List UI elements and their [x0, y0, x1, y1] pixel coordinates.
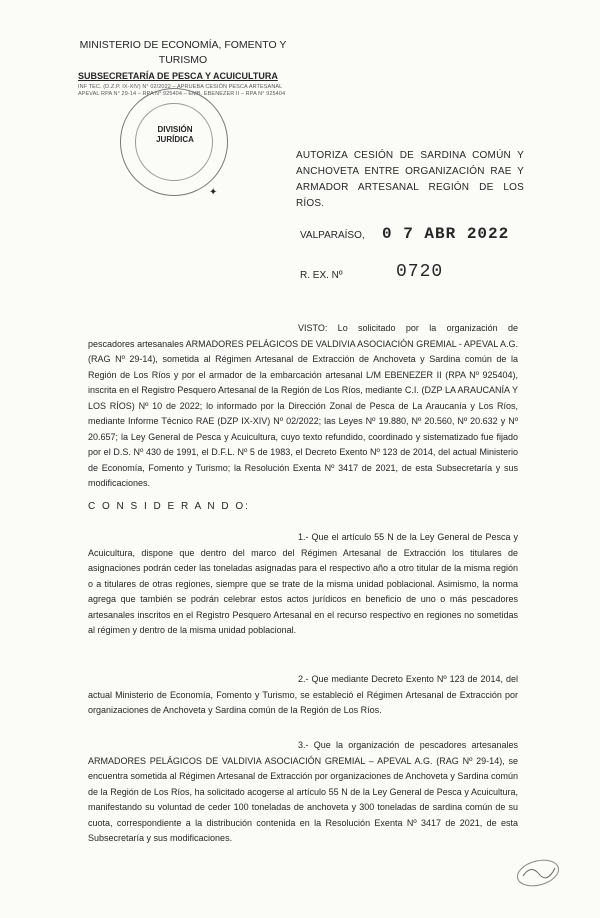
ministry-name-line2: TURISMO — [158, 54, 208, 66]
date-stamp: 0 7 ABR 2022 — [382, 225, 510, 243]
rex-number-stamp: 0720 — [396, 262, 444, 282]
seal-label — [121, 125, 229, 145]
rex-label: R. EX. Nº — [300, 270, 343, 281]
considerando-paragraph-2: 2.- Que mediante Decreto Exento Nº 123 de 2014, del actual Ministerio de Economía, Fomento y Turismo, se estableció el Régimen Artesanal de Extracción por organizaciones de Anchoveta y Sardina común de la Región de Los Ríos. — [88, 674, 518, 715]
considerando-paragraph-3: 3.- Que la organización de pescadores artesanales ARMADORES PELÁGICOS DE VALDIVIA ASOCIACIÓN GREMIAL – APEVAL A.G. (RAG Nº 29-14), se encuentra sometida al Régimen Artesanal de Extracción por organizaciones de Anchoveta y Sardina común de la Región de Los Ríos, ha solicitado acogerse al artículo 55 N de la Ley General de Pesca y Acuicultura, manifestando su voluntad de ceder 100 toneladas de anchoveta y 300 toneladas de sardina común de su cuota, correspondiente a la distribución contenida en la Resolución Exenta Nº 3417 de 2021, de esta Subsecretaría y sus modificaciones. — [88, 740, 518, 843]
subsecretaria-name: SUBSECRETARÍA DE PESCA Y ACUICULTURA — [78, 71, 278, 81]
visto-paragraph: VISTO: Lo solicitado por la organización de pescadores artesanales ARMADORES PELÁGICOS DE VALDIVIA ASOCIACIÓN GREMIAL - APEVAL A.G. (RAG Nº 29-14), sometida al Régimen Artesanal de Extracción de Anchoveta y Sardina común de la Región de Los Ríos y por el armador de la embarcación artesanal L/M EBENEZER II (RPA Nº 925404), inscrita en el Registro Pesquero Artesanal de la Región de Los Ríos, mediante C.I. (DZP LA ARAUCANÍA Y LOS RÍOS) Nº 10 de 2022; lo informado por la Dirección Zonal de Pesca de La Araucanía y Los Ríos, mediante Informe Técnico RAE (DZP IX-XIV) Nº 02/2022; las Leyes Nº 19.880, Nº 20.560, Nº 20.632 y Nº 20.657; la Ley General de Pesca y Acuicultura, cuyo texto refundido, coordinado y sistematizado fue fijado por el D.S. Nº 430 de 1991, el D.F.L. Nº 5 de 1983, el Decreto Exento Nº 123 de 2014, del actual Ministerio de Economía, Fomento y Turismo; la Resolución Exenta Nº 3417 de 2021, de esta Subsecretaría y sus modificaciones. — [88, 323, 518, 488]
resolution-title: AUTORIZA CESIÓN DE SARDINA COMÚN Y ANCHOVETA ENTRE ORGANIZACIÓN RAE Y ARMADOR ARTESANAL REGIÓN DE LOS RÍOS. — [296, 150, 524, 209]
seal-label-line1: DIVISIÓN — [157, 125, 193, 134]
reference-line1: INF TEC. (D.Z.P. IX-XIV) N° 02/2022 – APRUEBA CESIÓN PESCA ARTESANAL — [78, 84, 283, 90]
seal-star-icon: ✦ — [209, 187, 218, 198]
seal-label-line2: JURÍDICA — [156, 135, 194, 144]
place-label: VALPARAÍSO, — [300, 230, 365, 241]
ministry-name-line1: MINISTERIO DE ECONOMÍA, FOMENTO Y — [79, 39, 287, 51]
reference-line2: APEVAL RPA N° 29-14 – RPA N° 925404 – EMB. EBENEZER II – RPA N° 925404 — [78, 91, 286, 97]
division-juridica-seal — [120, 88, 228, 196]
considerando-heading: C O N S I D E R A N D O: — [88, 501, 250, 512]
initials-stamp-icon — [515, 858, 561, 888]
considerando-paragraph-1: 1.- Que el artículo 55 N de la Ley General de Pesca y Acuicultura, dispone que dentro del marco del Régimen Artesanal de Extracción los titulares de asignaciones podrán ceder las toneladas asignadas para el respectivo año a otro titular de la misma región o a titulares de otras regiones, siempre que se trate de la misma unidad poblacional. Asimismo, la norma agrega que también se podrán celebrar estos actos jurídicos en beneficio de uno o más pescadores artesanales inscritos en el Registro Pesquero Artesanal en el recurso respectivo en regiones no sometidas al régimen y dentro de la misma unidad poblacional. — [88, 532, 518, 635]
